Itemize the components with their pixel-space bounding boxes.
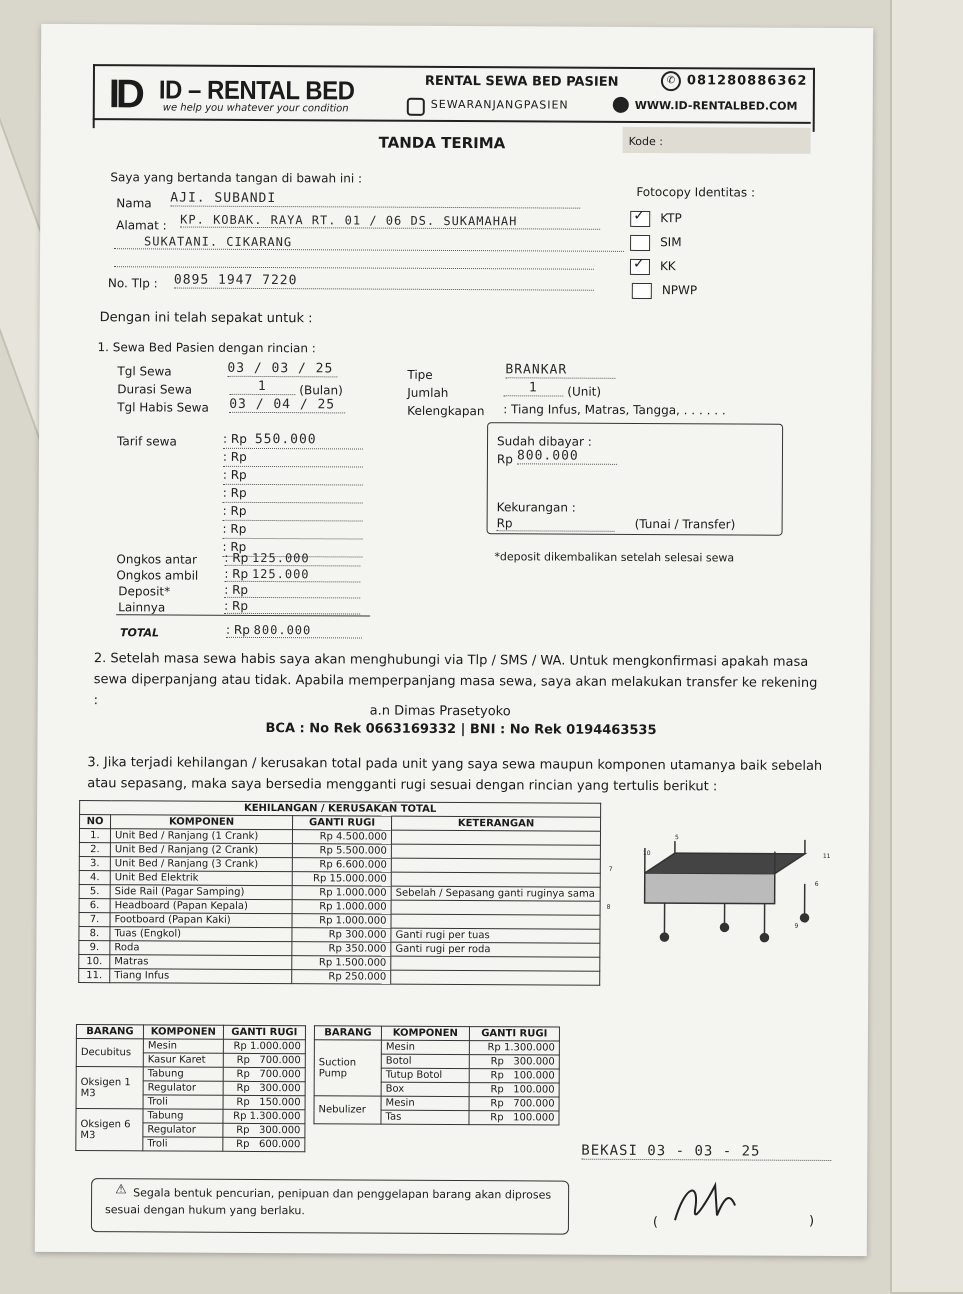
instagram-icon [407, 98, 425, 116]
row-ganti-rugi: Rp 700.000 [223, 1067, 305, 1081]
row-no: 1. [79, 829, 110, 843]
loss-header: NO [80, 815, 111, 829]
signature [665, 1175, 755, 1235]
jumlah-value: 1 [503, 380, 563, 396]
account-numbers: BCA : No Rek 0663169332 | BNI : No Rek 0194463535 [265, 721, 656, 738]
row-ganti-rugi: Rp 6.600.000 [292, 858, 391, 873]
row-ganti-rugi: Rp 5.500.000 [292, 844, 391, 859]
lainnya-label: Lainnya [118, 600, 165, 614]
row-ganti-rugi: Rp 100.000 [469, 1083, 559, 1097]
loss-header: KOMPONEN [111, 815, 293, 830]
sudah-dibayar-value: 800.000 [517, 448, 617, 465]
ongkos-antar-label: Ongkos antar [116, 552, 197, 566]
loss-header: KETERANGAN [392, 816, 601, 831]
row-ganti-rugi: Rp 1.300.000 [223, 1109, 305, 1123]
row-barang: Suction Pump [314, 1040, 381, 1096]
eq-header: BARANG [76, 1025, 143, 1039]
row-komponen: Tas [381, 1110, 469, 1124]
tgl-sewa-label: Tgl Sewa [117, 364, 171, 378]
row-komponen: Unit Bed Elektrik [110, 871, 292, 886]
row-komponen: Tiang Infus [110, 969, 292, 984]
equipment-table-right [313, 1025, 560, 1125]
row-ganti-rugi: Rp 100.000 [469, 1111, 559, 1125]
row-komponen: Mesin [381, 1096, 469, 1110]
loss-table-title: KEHILANGAN / KERUSAKAN TOTAL [80, 801, 601, 818]
row-no: 11. [79, 969, 110, 983]
tarif-value: 550.000 [255, 431, 317, 448]
lainnya-row: : Rp [224, 599, 360, 615]
row-komponen: Side Rail (Pagar Samping) [110, 885, 292, 900]
row-komponen: Matras [110, 955, 292, 970]
row-komponen: Tuas (Engkol) [110, 927, 292, 942]
eq-header: GANTI RUGI [223, 1025, 305, 1039]
kk-label: KK [660, 259, 676, 273]
bed-number: 8 [607, 904, 611, 911]
floor-tile [890, 0, 963, 1294]
nama-label: Nama [116, 196, 151, 210]
item2-text: 2. Setelah masa sewa habis saya akan menghubungi via Tlp / SMS / WA. Untuk mengkonfirmasi apakah masa sewa diperpanjang atau tidak. Apabila memperpanjang masa sewa, saya akan melakukan transfer ke rekening : [94, 648, 818, 715]
npwp-label: NPWP [662, 283, 697, 297]
loss-table-wrap [78, 800, 601, 986]
bed-number: 10 [643, 850, 651, 857]
deposit-label: Deposit* [118, 584, 170, 598]
ktp-checkbox[interactable]: ✓ [630, 211, 650, 227]
total-value: 800.000 [254, 623, 312, 637]
logo-name: ID – RENTAL BED [159, 74, 355, 106]
tunai-transfer: (Tunai / Transfer) [635, 517, 736, 532]
row-keterangan: Sebelah / Sepasang ganti ruginya sama [391, 886, 600, 901]
row-komponen: Mesin [143, 1039, 223, 1053]
row-barang: Nebulizer [314, 1096, 381, 1124]
item3-text: 3. Jika terjadi kehilangan / kerusakan total pada unit yang saya sewa maupun komponen utamanya baik sebelah atau sepasang, maka saya bersedia mengganti rugi sesuai dengan rincian yang tertulis berikut : [87, 752, 829, 798]
hospital-bed-diagram [604, 833, 835, 954]
eq-header: KOMPONEN [143, 1025, 223, 1039]
row-komponen: Headboard (Papan Kepala) [110, 899, 292, 914]
npwp-checkbox[interactable] [632, 283, 652, 299]
instagram-handle: SEWARANJANGPASIEN [431, 98, 569, 112]
warning-icon: ⚠ [115, 1182, 127, 1197]
total-label: TOTAL [120, 626, 159, 639]
intro-text: Saya yang bertanda tangan di bawah ini : [110, 170, 362, 185]
ongkos-antar-row: : Rp 125.000 [224, 551, 360, 567]
tipe-label: Tipe [407, 368, 432, 382]
signature-open-paren: ( [653, 1215, 658, 1230]
website: WWW.ID-RENTALBED.COM [635, 99, 798, 113]
tlp-label: No. Tlp : [108, 276, 158, 290]
phone-icon: ✆ [661, 71, 681, 91]
row-no: 4. [79, 871, 110, 885]
ktp-label: KTP [660, 211, 682, 225]
bed-number: 7 [609, 866, 613, 873]
bed-number: 11 [823, 853, 831, 860]
habis-label: Tgl Habis Sewa [117, 400, 209, 414]
sim-label: SIM [660, 235, 682, 249]
row-komponen: Tabung [143, 1109, 223, 1123]
row-keterangan [391, 970, 600, 985]
kelengkapan-label: Kelengkapan [407, 404, 484, 418]
row-no: 6. [79, 899, 110, 913]
table-row [76, 1039, 305, 1054]
durasi-value: 1 [229, 379, 295, 395]
item1-title: 1. Sewa Bed Pasien dengan rincian : [97, 340, 315, 355]
alamat-label: Alamat : [116, 218, 167, 232]
row-barang: Oksigen 6 M3 [76, 1109, 143, 1151]
tlp-value: 0895 1947 7220 [174, 273, 594, 291]
total-row: : Rp 800.000 [226, 623, 362, 639]
row-komponen: Unit Bed / Ranjang (3 Crank) [110, 857, 292, 872]
phone-number: 081280886362 [687, 73, 808, 89]
bed-number: 6 [815, 881, 819, 888]
jumlah-label: Jumlah [407, 386, 448, 400]
place-date: BEKASI 03 - 03 - 25 [581, 1143, 831, 1161]
tipe-value: BRANKAR [505, 362, 615, 379]
row-komponen: Kasur Karet [143, 1053, 223, 1067]
row-komponen: Unit Bed / Ranjang (2 Crank) [110, 843, 292, 858]
row-komponen: Box [381, 1082, 469, 1096]
row-no: 2. [79, 843, 110, 857]
row-no: 5. [79, 885, 110, 899]
row-no: 9. [79, 941, 110, 955]
alamat-line3 [114, 256, 594, 270]
row-ganti-rugi: Rp 1.000.000 [292, 914, 391, 929]
kk-checkbox[interactable]: ✓ [630, 259, 650, 275]
row-ganti-rugi: Rp 150.000 [223, 1095, 305, 1109]
eq-header: GANTI RUGI [469, 1027, 559, 1041]
row-komponen: Tutup Botol [381, 1068, 469, 1082]
row-keterangan [391, 914, 600, 929]
row-ganti-rugi: Rp 1.000.000 [223, 1039, 305, 1053]
row-barang: Oksigen 1 M3 [76, 1067, 143, 1109]
habis-value: 03 / 04 / 25 [229, 397, 345, 414]
service-title: RENTAL SEWA BED PASIEN [425, 74, 619, 90]
ongkos-antar-value: 125.000 [252, 551, 310, 565]
bed-number: 5 [675, 834, 679, 841]
kelengkapan-value: : Tiang Infus, Matras, Tangga, . . . . . . [503, 402, 726, 417]
row-ganti-rugi: Rp 350.000 [292, 942, 391, 957]
loss-table [78, 800, 601, 986]
table-row [314, 1096, 559, 1111]
row-ganti-rugi: Rp 1.500.000 [292, 956, 391, 971]
row-ganti-rugi: Rp 300.000 [223, 1123, 305, 1137]
total-rule [116, 614, 370, 616]
alamat-line1: KP. KOBAK. RAYA RT. 01 / 06 DS. SUKAMAHAH [180, 213, 600, 230]
durasi-label: Durasi Sewa [117, 382, 192, 396]
row-ganti-rugi: Rp 1.000.000 [292, 886, 391, 901]
deposit-row: : Rp [224, 583, 360, 599]
row-ganti-rugi: Rp 300.000 [292, 928, 391, 943]
row-komponen: Footboard (Papan Kaki) [110, 913, 292, 928]
row-keterangan: Ganti rugi per tuas [391, 928, 600, 943]
tgl-sewa-value: 03 / 03 / 25 [227, 361, 337, 378]
row-keterangan [391, 900, 600, 915]
identity-title: Fotocopy Identitas : [636, 185, 755, 200]
row-keterangan [391, 872, 600, 887]
row-komponen: Regulator [143, 1081, 223, 1095]
durasi-unit: (Bulan) [299, 383, 343, 397]
kekurangan-value: Rp [497, 516, 615, 532]
alamat-line2: SUKATANI. CIKARANG [114, 234, 624, 252]
row-komponen: Mesin [381, 1040, 469, 1054]
logo-tagline: we help you whatever your condition [163, 102, 349, 114]
row-komponen: Roda [110, 941, 292, 956]
row-ganti-rugi: Rp 1.000.000 [292, 900, 391, 915]
row-no: 8. [79, 927, 110, 941]
rp-sudah: Rp [497, 452, 513, 466]
row-komponen: Troli [143, 1137, 223, 1151]
row-ganti-rugi: Rp 700.000 [223, 1053, 305, 1067]
signature-close-paren: ) [809, 1214, 814, 1229]
row-no: 10. [79, 955, 110, 969]
row-ganti-rugi: Rp 600.000 [223, 1137, 305, 1151]
row-ganti-rugi: Rp 4.500.000 [292, 830, 391, 845]
ongkos-ambil-row: : Rp 125.000 [224, 567, 360, 583]
row-komponen: Tabung [143, 1067, 223, 1081]
row-keterangan [391, 956, 600, 971]
row-komponen: Troli [143, 1095, 223, 1109]
nama-value: AJI. SUBANDI [170, 191, 580, 209]
row-keterangan [391, 844, 600, 859]
table-row [79, 969, 600, 986]
row-komponen: Unit Bed / Ranjang (1 Crank) [110, 829, 292, 844]
row-barang: Decubitus [76, 1039, 143, 1067]
deposit-note: *deposit dikembalikan setelah selesai sewa [494, 550, 734, 564]
agreement-text: Dengan ini telah sepakat untuk : [100, 310, 313, 326]
row-keterangan [391, 858, 600, 873]
row-ganti-rugi: Rp 700.000 [469, 1097, 559, 1111]
row-komponen: Regulator [143, 1123, 223, 1137]
tarif-column: : Rp 550.000 : Rp : Rp : Rp : Rp : Rp : Rp [222, 431, 363, 558]
table-row [76, 1067, 305, 1082]
row-ganti-rugi: Rp 100.000 [469, 1069, 559, 1083]
ongkos-ambil-label: Ongkos ambil [116, 568, 198, 582]
tarif-label: Tarif sewa [117, 434, 177, 448]
eq-header: BARANG [314, 1026, 381, 1040]
row-no: 3. [79, 857, 110, 871]
kode-label: Kode : [629, 135, 663, 148]
equipment-table-left [75, 1024, 306, 1152]
globe-icon [613, 97, 629, 113]
bed-number: 9 [794, 923, 798, 930]
row-keterangan [391, 830, 600, 845]
form-title: TANDA TERIMA [379, 134, 506, 153]
logo-mark: ID [109, 72, 141, 117]
row-ganti-rugi: Rp 250.000 [292, 970, 391, 985]
loss-header: GANTI RUGI [293, 816, 392, 831]
row-komponen: Botol [381, 1054, 469, 1068]
table-row [314, 1040, 559, 1055]
receipt-paper [35, 24, 873, 1256]
row-ganti-rugi: Rp 300.000 [469, 1055, 559, 1069]
row-ganti-rugi: Rp 15.000.000 [292, 872, 391, 887]
account-name: a.n Dimas Prasetyoko [370, 704, 511, 720]
kekurangan-label: Kekurangan : [497, 500, 576, 514]
equipment-table-right-wrap [313, 1025, 560, 1125]
row-keterangan: Ganti rugi per roda [391, 942, 600, 957]
eq-header: KOMPONEN [381, 1026, 469, 1040]
row-ganti-rugi: Rp 1.300.000 [469, 1041, 559, 1055]
jumlah-unit: (Unit) [567, 385, 601, 399]
sudah-dibayar-label: Sudah dibayar : [497, 434, 592, 448]
row-no: 7. [79, 913, 110, 927]
equipment-table-left-wrap [75, 1024, 306, 1152]
table-row [76, 1109, 305, 1124]
row-ganti-rugi: Rp 300.000 [223, 1081, 305, 1095]
ongkos-ambil-value: 125.000 [252, 567, 310, 581]
warning-text: Segala bentuk pencurian, penipuan dan penggelapan barang akan diproses sesuai dengan hukum yang berlaku. [105, 1184, 555, 1220]
sim-checkbox[interactable] [630, 235, 650, 251]
